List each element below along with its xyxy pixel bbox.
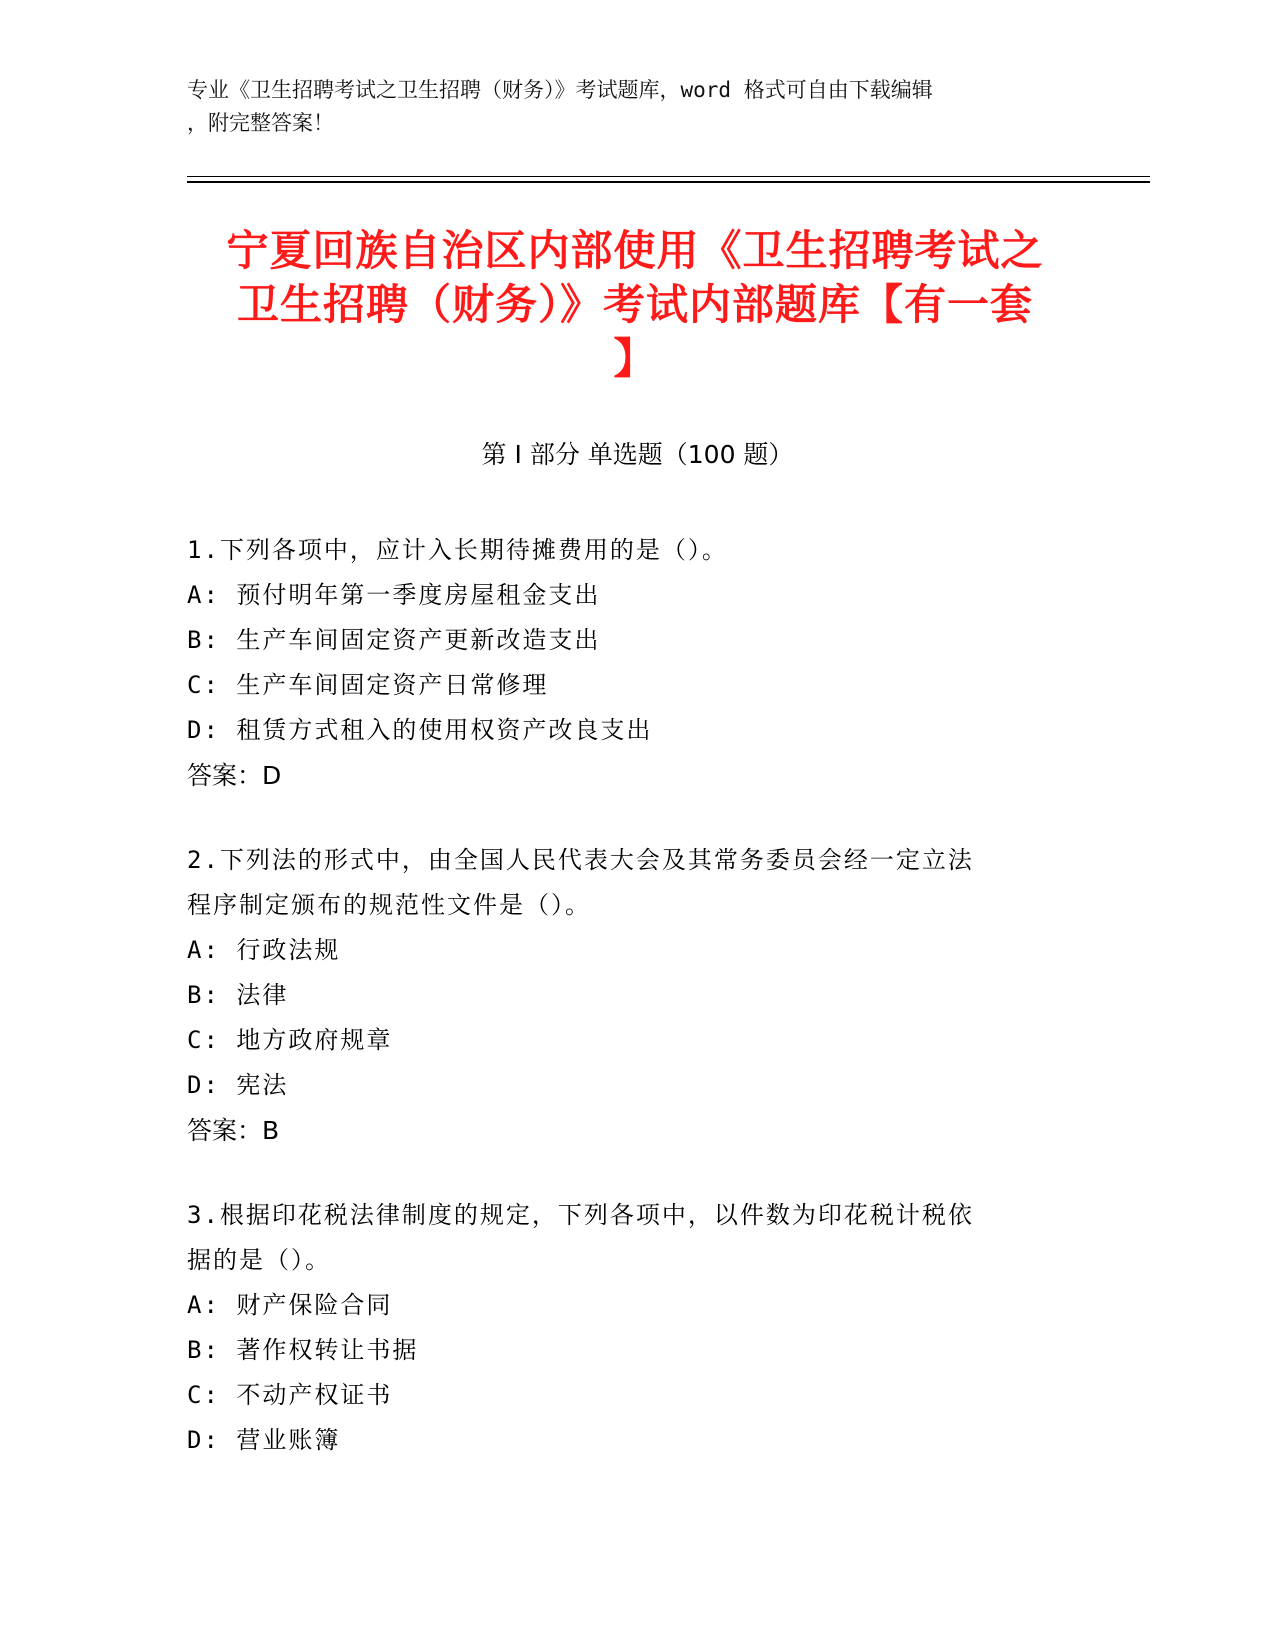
section-heading: 第 I 部分 单选题（100 题） bbox=[481, 440, 794, 469]
document-title bbox=[180, 224, 1090, 386]
answer-text: 答案：D bbox=[187, 761, 282, 790]
option-a: A: 预付明年第一季度房屋租金支出 bbox=[187, 581, 601, 609]
header-divider-thin bbox=[187, 176, 1150, 177]
option-a: A: 财产保险合同 bbox=[187, 1291, 393, 1319]
option-b: B: 生产车间固定资产更新改造支出 bbox=[187, 626, 601, 654]
question-3 bbox=[187, 1193, 1067, 1463]
document-title-line-1: 宁夏回族自治区内部使用《卫生招聘考试之 bbox=[226, 226, 1044, 275]
question-1 bbox=[187, 528, 1067, 798]
option-d: D: 宪法 bbox=[187, 1071, 289, 1099]
question-2 bbox=[187, 838, 1067, 1153]
option-c: C: 不动产权证书 bbox=[187, 1381, 393, 1409]
option-b: B: 著作权转让书据 bbox=[187, 1336, 419, 1364]
option-d: D: 营业账簿 bbox=[187, 1426, 341, 1454]
option-c: C: 地方政府规章 bbox=[187, 1026, 393, 1054]
option-a: A: 行政法规 bbox=[187, 936, 341, 964]
header-note bbox=[187, 74, 1067, 140]
question-stem-line-2: 程序制定颁布的规范性文件是（）。 bbox=[187, 891, 591, 919]
question-stem-line-1: 2.下列法的形式中，由全国人民代表大会及其常务委员会经一定立法 bbox=[187, 846, 974, 874]
option-b: B: 法律 bbox=[187, 981, 289, 1009]
question-stem-line-1: 3.根据印花税法律制度的规定，下列各项中，以件数为印花税计税依 bbox=[187, 1201, 974, 1229]
header-note-line-2: ，附完整答案！ bbox=[187, 111, 334, 135]
header-note-line-1: 专业《卫生招聘考试之卫生招聘（财务）》考试题库，word 格式可自由下载编辑 bbox=[187, 78, 933, 102]
option-d: D: 租赁方式租入的使用权资产改良支出 bbox=[187, 716, 653, 744]
option-c: C: 生产车间固定资产日常修理 bbox=[187, 671, 549, 699]
question-stem: 1.下列各项中，应计入长期待摊费用的是（）。 bbox=[187, 536, 728, 564]
question-stem-line-2: 据的是（）。 bbox=[187, 1246, 331, 1274]
document-title-line-3: 】 bbox=[613, 334, 657, 383]
document-title-line-2: 卫生招聘（财务）》考试内部题库【有一套 bbox=[236, 280, 1033, 329]
header-divider-thick bbox=[187, 181, 1150, 183]
question-list bbox=[187, 528, 1067, 1503]
answer-text: 答案：B bbox=[187, 1116, 280, 1145]
